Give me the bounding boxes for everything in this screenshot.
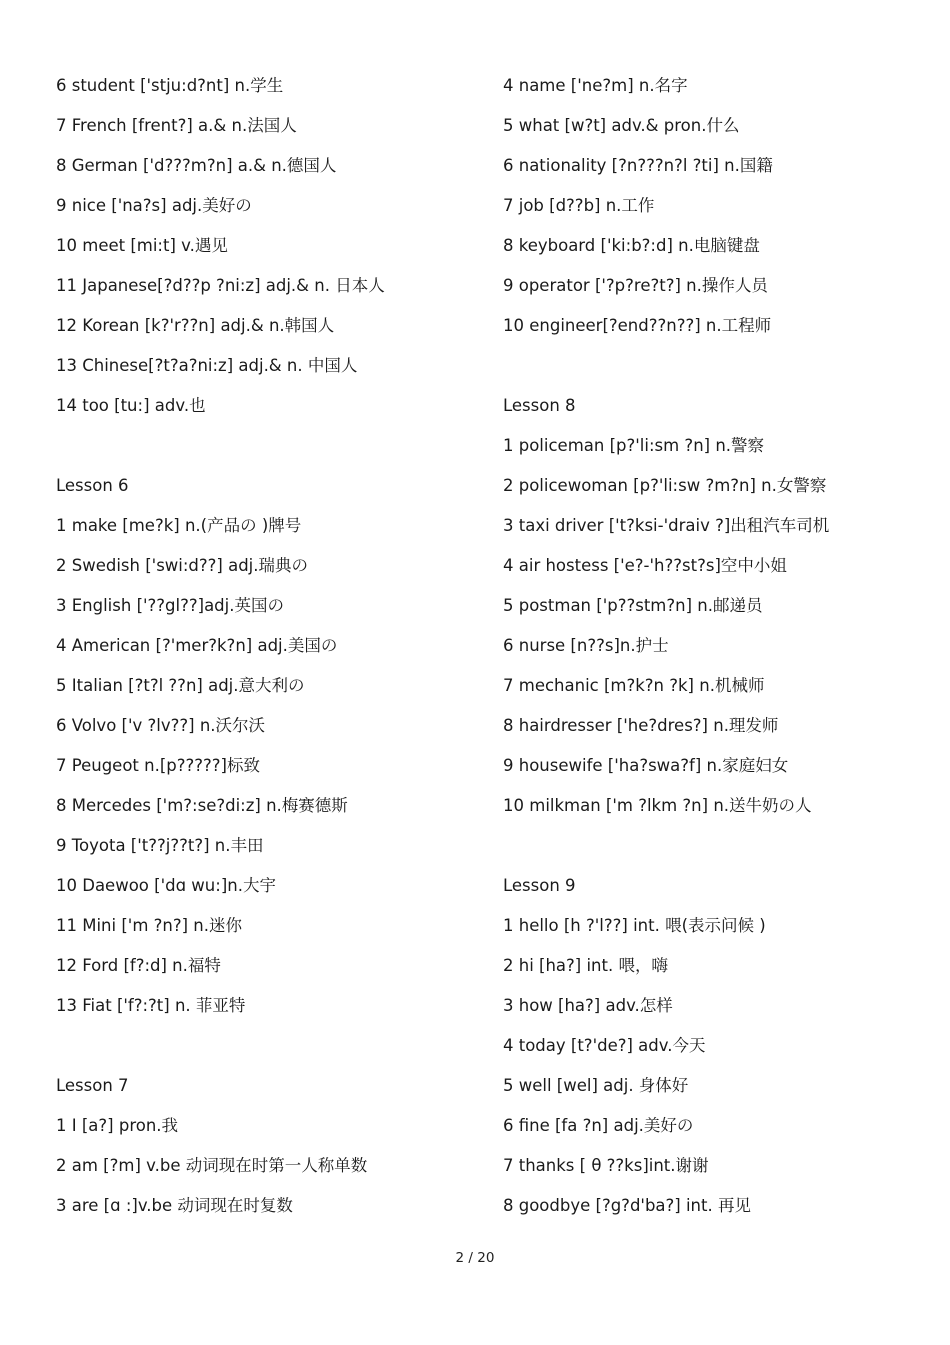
vocab-entry: 7 thanks [ θ ??ks]int.谢谢 <box>503 1156 709 1175</box>
vocab-entry: 6 Volvo ['v ?lv??] n.沃尔沃 <box>56 716 266 735</box>
vocab-entry: 5 Italian [?t?l ??n] adj.意大利の <box>56 676 305 695</box>
vocab-entry: 3 are [ɑ :]v.be 动词现在时复数 <box>56 1196 293 1215</box>
vocab-entry: 4 air hostess ['e?-'h??st?s]空中小姐 <box>503 556 787 575</box>
vocab-entry: 6 student ['stju:d?nt] n.学生 <box>56 76 284 95</box>
vocab-entry: 2 am [?m] v.be 动词现在时第一人称单数 <box>56 1156 368 1175</box>
vocab-entry: 8 goodbye [?g?d'ba?] int. 再见 <box>503 1196 751 1215</box>
lesson-heading: Lesson 8 <box>503 396 576 415</box>
vocab-entry: 9 housewife ['ha?swa?f] n.家庭妇女 <box>503 756 789 775</box>
vocab-entry: 1 I [a?] pron.我 <box>56 1116 179 1135</box>
vocab-entry: 11 Japanese[?d??p ?ni:z] adj.& n. 日本人 <box>56 276 385 295</box>
vocab-entry: 10 milkman ['m ?lkm ?n] n.送牛奶の人 <box>503 796 812 815</box>
spacer <box>56 1026 476 1066</box>
vocab-entry: 6 fine [fa ?n] adj.美好の <box>503 1116 694 1135</box>
vocab-entry: 9 Toyota ['t??j??t?] n.丰田 <box>56 836 264 855</box>
vocab-entry: 9 operator ['?p?re?t?] n.操作人员 <box>503 276 768 295</box>
vocab-entry: 5 postman ['p??stm?n] n.邮递员 <box>503 596 763 615</box>
vocab-entry: 8 keyboard ['ki:b?:d] n.电脑键盘 <box>503 236 760 255</box>
vocab-entry: 4 today [t?'de?] adv.今天 <box>503 1036 706 1055</box>
vocab-entry: 2 policewoman [p?'li:sw ?m?n] n.女警察 <box>503 476 827 495</box>
vocab-entry: 7 job [d??b] n.工作 <box>503 196 655 215</box>
vocab-entry: 12 Ford [f?:d] n.福特 <box>56 956 221 975</box>
right-column <box>503 66 923 1226</box>
vocab-entry: 10 meet [mi:t] v.遇见 <box>56 236 228 255</box>
vocab-entry: 7 French [frent?] a.& n.法国人 <box>56 116 297 135</box>
vocab-entry: 10 engineer[?end??n??] n.工程师 <box>503 316 772 335</box>
spacer <box>503 826 923 866</box>
vocab-entry: 2 hi [ha?] int. 喂，嗨 <box>503 956 668 975</box>
vocab-entry: 13 Fiat ['f?:?t] n. 菲亚特 <box>56 996 246 1015</box>
vocab-entry: 1 make [me?k] n.(产品の )牌号 <box>56 516 302 535</box>
vocab-entry: 4 American [?'mer?k?n] adj.美国の <box>56 636 338 655</box>
vocab-entry: 12 Korean [k?'r??n] adj.& n.韩国人 <box>56 316 335 335</box>
page-number: 2 / 20 <box>455 1250 495 1266</box>
left-column <box>56 66 476 1226</box>
vocab-entry: 5 well [wel] adj. 身体好 <box>503 1076 689 1095</box>
vocab-entry: 7 mechanic [m?k?n ?k] n.机械师 <box>503 676 765 695</box>
vocab-entry: 4 name ['ne?m] n.名字 <box>503 76 688 95</box>
vocab-entry: 9 nice ['na?s] adj.美好の <box>56 196 252 215</box>
spacer <box>56 426 476 466</box>
vocab-entry: 8 Mercedes ['m?:se?di:z] n.梅赛德斯 <box>56 796 348 815</box>
lesson-heading: Lesson 7 <box>56 1076 129 1095</box>
vocab-entry: 8 German ['d???m?n] a.& n.德国人 <box>56 156 337 175</box>
vocab-entry: 13 Chinese[?t?a?ni:z] adj.& n. 中国人 <box>56 356 358 375</box>
vocab-entry: 2 Swedish ['swi:d??] adj.瑞典の <box>56 556 309 575</box>
vocab-entry: 3 taxi driver ['t?ksi-'draiv ?]出租汽车司机 <box>503 516 830 535</box>
spacer <box>503 346 923 386</box>
vocab-entry: 14 too [tu:] adv.也 <box>56 396 206 415</box>
vocab-entry: 10 Daewoo ['dɑ wu:]n.大宇 <box>56 876 276 895</box>
vocab-entry: 11 Mini ['m ?n?] n.迷你 <box>56 916 242 935</box>
vocab-entry: 7 Peugeot n.[p?????]标致 <box>56 756 260 775</box>
vocab-entry: 3 English ['??gl??]adj.英国の <box>56 596 284 615</box>
lesson-heading: Lesson 6 <box>56 476 129 495</box>
vocab-entry: 1 hello [h ?'l??] int. 喂(表示问候 ) <box>503 916 766 935</box>
vocab-entry: 6 nationality [?n???n?l ?ti] n.国籍 <box>503 156 773 175</box>
vocab-entry: 1 policeman [p?'li:sm ?n] n.警察 <box>503 436 765 455</box>
vocab-entry: 6 nurse [n??s]n.护士 <box>503 636 669 655</box>
lesson-heading: Lesson 9 <box>503 876 576 895</box>
vocab-entry: 8 hairdresser ['he?dres?] n.理发师 <box>503 716 779 735</box>
vocab-entry: 5 what [w?t] adv.& pron.什么 <box>503 116 740 135</box>
vocab-entry: 3 how [ha?] adv.怎样 <box>503 996 673 1015</box>
